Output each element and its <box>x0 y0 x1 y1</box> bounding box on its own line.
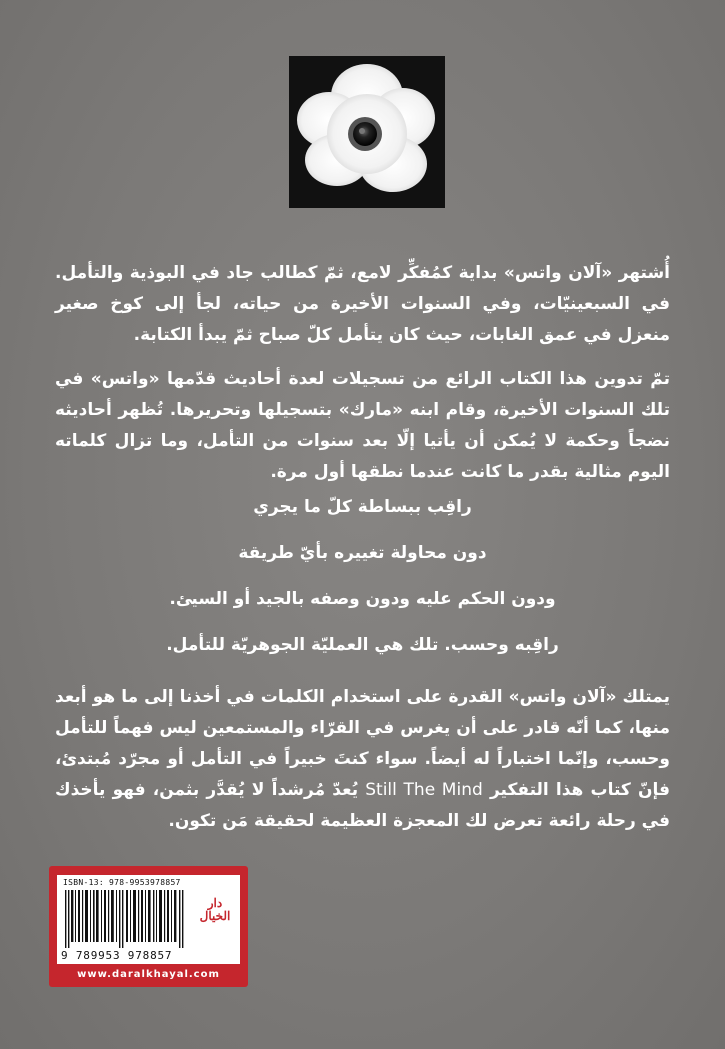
paragraph-3-part-1: يمتلك «آلان واتس» القدرة على استخدام الكلمات في أخذنا إلى ما هو أبعد منها، كما أنّه قادر على أن يغرس في القرّاء والمستمعين ليس فهماً للتأمل وحسب، وإنّما اختباراً له أيضاً. سواء كنتَ خبيراً في التأمل أو مجرّد مُبتدئ، فإنّ كتاب هذا التفكير <box>55 687 670 800</box>
book-title-latin: Still The Mind <box>365 780 483 800</box>
quote-line-3: ودون الحكم عليه ودون وصفه بالجيد أو السيئ. <box>169 589 556 609</box>
publisher-logo-text: دار الخيال <box>199 896 231 923</box>
description-paragraph-3 <box>55 682 670 837</box>
barcode-panel <box>49 866 248 987</box>
isbn-label: ISBN-13: 978-9953978857 <box>63 878 181 887</box>
paragraph-3-part-2: يُعدّ مُرشداً لا يُقدَّر بثمن، فهو يأخذك في رحلة رائعة تعرض لك المعجزة العظيمة لحقيقة مَن تكون. <box>55 780 670 831</box>
quote-line-2: دون محاولة تغييره بأيّ طريقة <box>238 543 487 563</box>
quote-line-1: راقِب ببساطة كلّ ما يجري <box>253 497 472 517</box>
publisher-website: www.daralkhayal.com <box>77 969 220 980</box>
isbn-number: 9 789953 978857 <box>61 949 173 962</box>
barcode-label <box>57 875 240 964</box>
barcode-bars <box>63 890 185 948</box>
flower-photo <box>289 56 445 208</box>
description-paragraph-1: أُشتهر «آلان واتس» بداية كمُفكِّر لامع، ثمّ كطالب جاد في البوذية والتأمل. في السبعينيّات، وفي السنوات الأخيرة من حياته، لجأ إلى كوخ صغير منعزل في عمق الغابات، حيث كان يتأمل كلّ صباح ثمّ يبدأ الكتابة. <box>55 263 670 345</box>
description-paragraph-2: تمّ تدوين هذا الكتاب الرائع من تسجيلات لعدة أحاديث قدّمها «واتس» في تلك السنوات الأخيرة، وقام ابنه «مارك» بتسجيلها وتحريرها. تُظهر أحاديثه نضجاً وحكمة لا يُمكن أن يأتيا إلّا بعد سنوات من التأمل، وما تزال كلماته اليوم مثالية بقدر ما كانت عندما نطقها أول مرة. <box>55 369 670 482</box>
quote-line-4: راقِبه وحسب. تلك هي العمليّة الجوهريّة للتأمل. <box>166 635 559 655</box>
